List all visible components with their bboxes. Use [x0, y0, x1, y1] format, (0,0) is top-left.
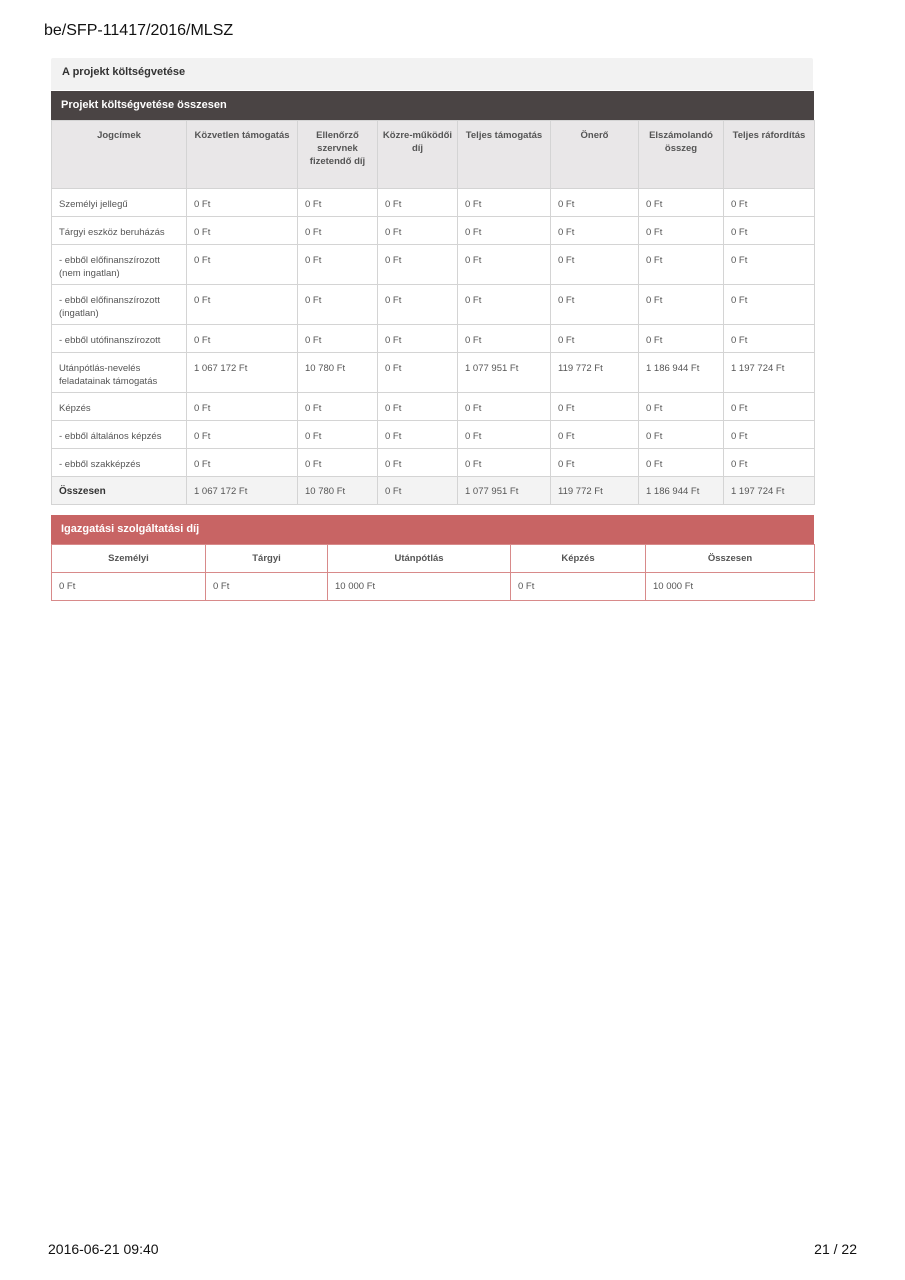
table-cell: 0 Ft — [639, 325, 724, 353]
table-cell: 0 Ft — [298, 217, 378, 245]
footer-datetime: 2016-06-21 09:40 — [48, 1241, 159, 1257]
budget-table-title: Projekt költségvetése összesen — [51, 91, 814, 120]
table-cell: 10 000 Ft — [328, 573, 511, 601]
table-cell: 0 Ft — [378, 189, 458, 217]
table-cell: 0 Ft — [378, 217, 458, 245]
table-cell: 0 Ft — [551, 189, 639, 217]
table-cell: 0 Ft — [551, 449, 639, 477]
table-cell: 0 Ft — [724, 217, 815, 245]
table-cell: 0 Ft — [187, 393, 298, 421]
table-cell: 0 Ft — [724, 189, 815, 217]
total-cell: 0 Ft — [378, 477, 458, 505]
column-header: Személyi — [52, 545, 206, 573]
total-cell: 10 780 Ft — [298, 477, 378, 505]
table-row — [52, 573, 815, 601]
table-row — [52, 421, 815, 449]
table-cell: 0 Ft — [458, 189, 551, 217]
total-cell: 1 186 944 Ft — [639, 477, 724, 505]
column-header: Tárgyi — [206, 545, 328, 573]
table-row — [52, 189, 815, 217]
column-header: Összesen — [646, 545, 815, 573]
table-cell: 0 Ft — [639, 217, 724, 245]
row-label: - ebből általános képzés — [52, 421, 187, 449]
table-cell: 0 Ft — [378, 449, 458, 477]
column-header: Teljes ráfordítás — [724, 121, 815, 189]
table-cell: 0 Ft — [378, 285, 458, 325]
column-header: Képzés — [511, 545, 646, 573]
table-cell: 0 Ft — [511, 573, 646, 601]
row-label: Képzés — [52, 393, 187, 421]
table-cell: 0 Ft — [724, 421, 815, 449]
column-header: Elszámolandó összeg — [639, 121, 724, 189]
table-cell: 1 186 944 Ft — [639, 353, 724, 393]
fee-table-panel — [51, 515, 814, 601]
table-cell: 0 Ft — [187, 189, 298, 217]
table-cell: 0 Ft — [639, 449, 724, 477]
table-cell: 0 Ft — [458, 285, 551, 325]
total-label: Összesen — [52, 477, 187, 505]
column-header: Ellenőrző szervnek fizetendő díj — [298, 121, 378, 189]
total-cell: 1 067 172 Ft — [187, 477, 298, 505]
row-label: - ebből előfinanszírozott (nem ingatlan) — [52, 245, 187, 285]
table-cell: 0 Ft — [551, 245, 639, 285]
table-cell: 10 780 Ft — [298, 353, 378, 393]
fee-table — [51, 544, 815, 601]
table-cell: 0 Ft — [724, 245, 815, 285]
table-cell: 0 Ft — [298, 325, 378, 353]
total-cell: 119 772 Ft — [551, 477, 639, 505]
table-cell: 1 067 172 Ft — [187, 353, 298, 393]
table-cell: 0 Ft — [206, 573, 328, 601]
column-header: Közvetlen támogatás — [187, 121, 298, 189]
table-cell: 0 Ft — [187, 245, 298, 285]
table-cell: 0 Ft — [724, 325, 815, 353]
table-cell: 0 Ft — [458, 393, 551, 421]
table-cell: 0 Ft — [639, 421, 724, 449]
table-cell: 0 Ft — [187, 421, 298, 449]
table-row — [52, 285, 815, 325]
table-cell: 1 077 951 Ft — [458, 353, 551, 393]
column-header: Teljes támogatás — [458, 121, 551, 189]
budget-table — [51, 120, 815, 505]
table-cell: 0 Ft — [298, 449, 378, 477]
column-header: Utánpótlás — [328, 545, 511, 573]
table-cell: 0 Ft — [639, 285, 724, 325]
table-cell: 0 Ft — [298, 421, 378, 449]
budget-table-panel — [51, 91, 814, 505]
total-cell: 1 077 951 Ft — [458, 477, 551, 505]
table-cell: 0 Ft — [52, 573, 206, 601]
row-label: Tárgyi eszköz beruházás — [52, 217, 187, 245]
page-number: 21 / 22 — [814, 1241, 857, 1257]
table-cell: 0 Ft — [378, 325, 458, 353]
table-cell: 0 Ft — [551, 421, 639, 449]
table-cell: 0 Ft — [551, 217, 639, 245]
table-cell: 0 Ft — [724, 285, 815, 325]
table-cell: 0 Ft — [298, 393, 378, 421]
fee-header-row — [52, 545, 815, 573]
table-cell: 0 Ft — [639, 245, 724, 285]
table-cell: 0 Ft — [458, 325, 551, 353]
table-cell: 0 Ft — [298, 285, 378, 325]
table-cell: 0 Ft — [458, 449, 551, 477]
budget-header-row — [52, 121, 815, 189]
document-reference: be/SFP-11417/2016/MLSZ — [44, 22, 234, 39]
table-cell: 0 Ft — [639, 189, 724, 217]
table-cell: 0 Ft — [551, 285, 639, 325]
table-cell: 0 Ft — [187, 325, 298, 353]
table-cell: 0 Ft — [187, 285, 298, 325]
table-cell: 0 Ft — [378, 393, 458, 421]
table-cell: 0 Ft — [458, 421, 551, 449]
total-row — [52, 477, 815, 505]
table-cell: 1 197 724 Ft — [724, 353, 815, 393]
table-cell: 10 000 Ft — [646, 573, 815, 601]
column-header: Jogcímek — [52, 121, 187, 189]
table-row — [52, 449, 815, 477]
table-cell: 0 Ft — [458, 245, 551, 285]
section-title: A projekt költségvetése — [51, 58, 813, 90]
row-label: Személyi jellegű — [52, 189, 187, 217]
fee-table-title: Igazgatási szolgáltatási díj — [51, 515, 814, 544]
table-cell: 0 Ft — [639, 393, 724, 421]
table-cell: 0 Ft — [724, 449, 815, 477]
column-header: Önerő — [551, 121, 639, 189]
total-cell: 1 197 724 Ft — [724, 477, 815, 505]
table-cell: 0 Ft — [458, 217, 551, 245]
row-label: - ebből szakképzés — [52, 449, 187, 477]
table-cell: 0 Ft — [298, 245, 378, 285]
table-cell: 0 Ft — [551, 393, 639, 421]
table-row — [52, 353, 815, 393]
column-header: Közre-működői díj — [378, 121, 458, 189]
table-cell: 0 Ft — [298, 189, 378, 217]
table-cell: 0 Ft — [378, 245, 458, 285]
table-row — [52, 245, 815, 285]
table-row — [52, 393, 815, 421]
table-row — [52, 325, 815, 353]
row-label: - ebből előfinanszírozott (ingatlan) — [52, 285, 187, 325]
table-cell: 0 Ft — [378, 421, 458, 449]
table-cell: 0 Ft — [187, 217, 298, 245]
table-cell: 0 Ft — [551, 325, 639, 353]
row-label: Utánpótlás-nevelés feladatainak támogatás — [52, 353, 187, 393]
row-label: - ebből utófinanszírozott — [52, 325, 187, 353]
table-cell: 0 Ft — [378, 353, 458, 393]
table-cell: 0 Ft — [724, 393, 815, 421]
table-cell: 119 772 Ft — [551, 353, 639, 393]
table-cell: 0 Ft — [187, 449, 298, 477]
table-row — [52, 217, 815, 245]
